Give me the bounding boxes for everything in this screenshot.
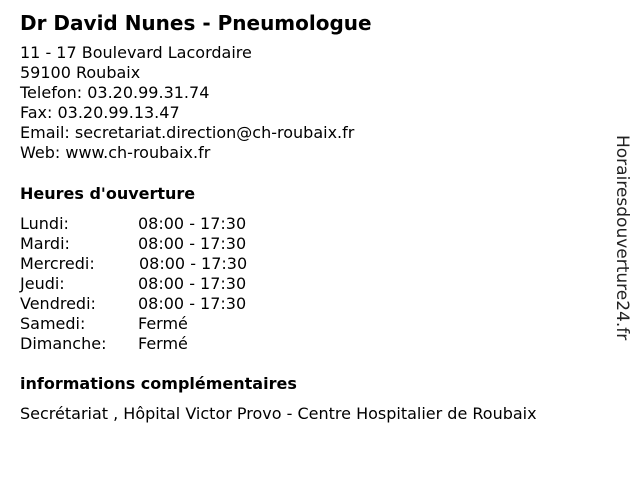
day-label: Lundi:: [20, 214, 69, 233]
email-address: Email: secretariat.direction@ch-roubaix.fr: [20, 123, 355, 142]
opening-hours-heading: Heures d'ouverture: [20, 184, 196, 203]
time-value: 08:00 - 17:30: [138, 274, 247, 293]
day-label: Mardi:: [20, 234, 70, 253]
time-value: 08:00 - 17:30: [138, 294, 247, 313]
time-value: 08:00 - 17:30: [138, 234, 247, 253]
time-value: Fermé: [138, 334, 188, 353]
day-label: Mercredi:: [20, 254, 95, 273]
day-label: Dimanche:: [20, 334, 107, 353]
additional-info-text: Secrétariat , Hôpital Victor Provo - Centre Hospitalier de Roubaix: [20, 404, 537, 423]
site-watermark: Horairesdouverture24.fr: [612, 135, 632, 341]
address-city: 59100 Roubaix: [20, 63, 141, 82]
day-label: Samedi:: [20, 314, 86, 333]
day-label: Jeudi:: [20, 274, 65, 293]
address-street: 11 - 17 Boulevard Lacordaire: [20, 43, 252, 62]
time-value: Fermé: [138, 314, 188, 333]
website: Web: www.ch-roubaix.fr: [20, 143, 211, 162]
day-label: Vendredi:: [20, 294, 96, 313]
additional-info-heading: informations complémentaires: [20, 374, 297, 393]
phone-number: Telefon: 03.20.99.31.74: [20, 83, 210, 102]
page-title: Dr David Nunes - Pneumologue: [20, 11, 372, 35]
fax-number: Fax: 03.20.99.13.47: [20, 103, 180, 122]
time-value: 08:00 - 17:30: [139, 254, 248, 273]
contact-block: [20, 43, 354, 163]
time-value: 08:00 - 17:30: [138, 214, 247, 233]
